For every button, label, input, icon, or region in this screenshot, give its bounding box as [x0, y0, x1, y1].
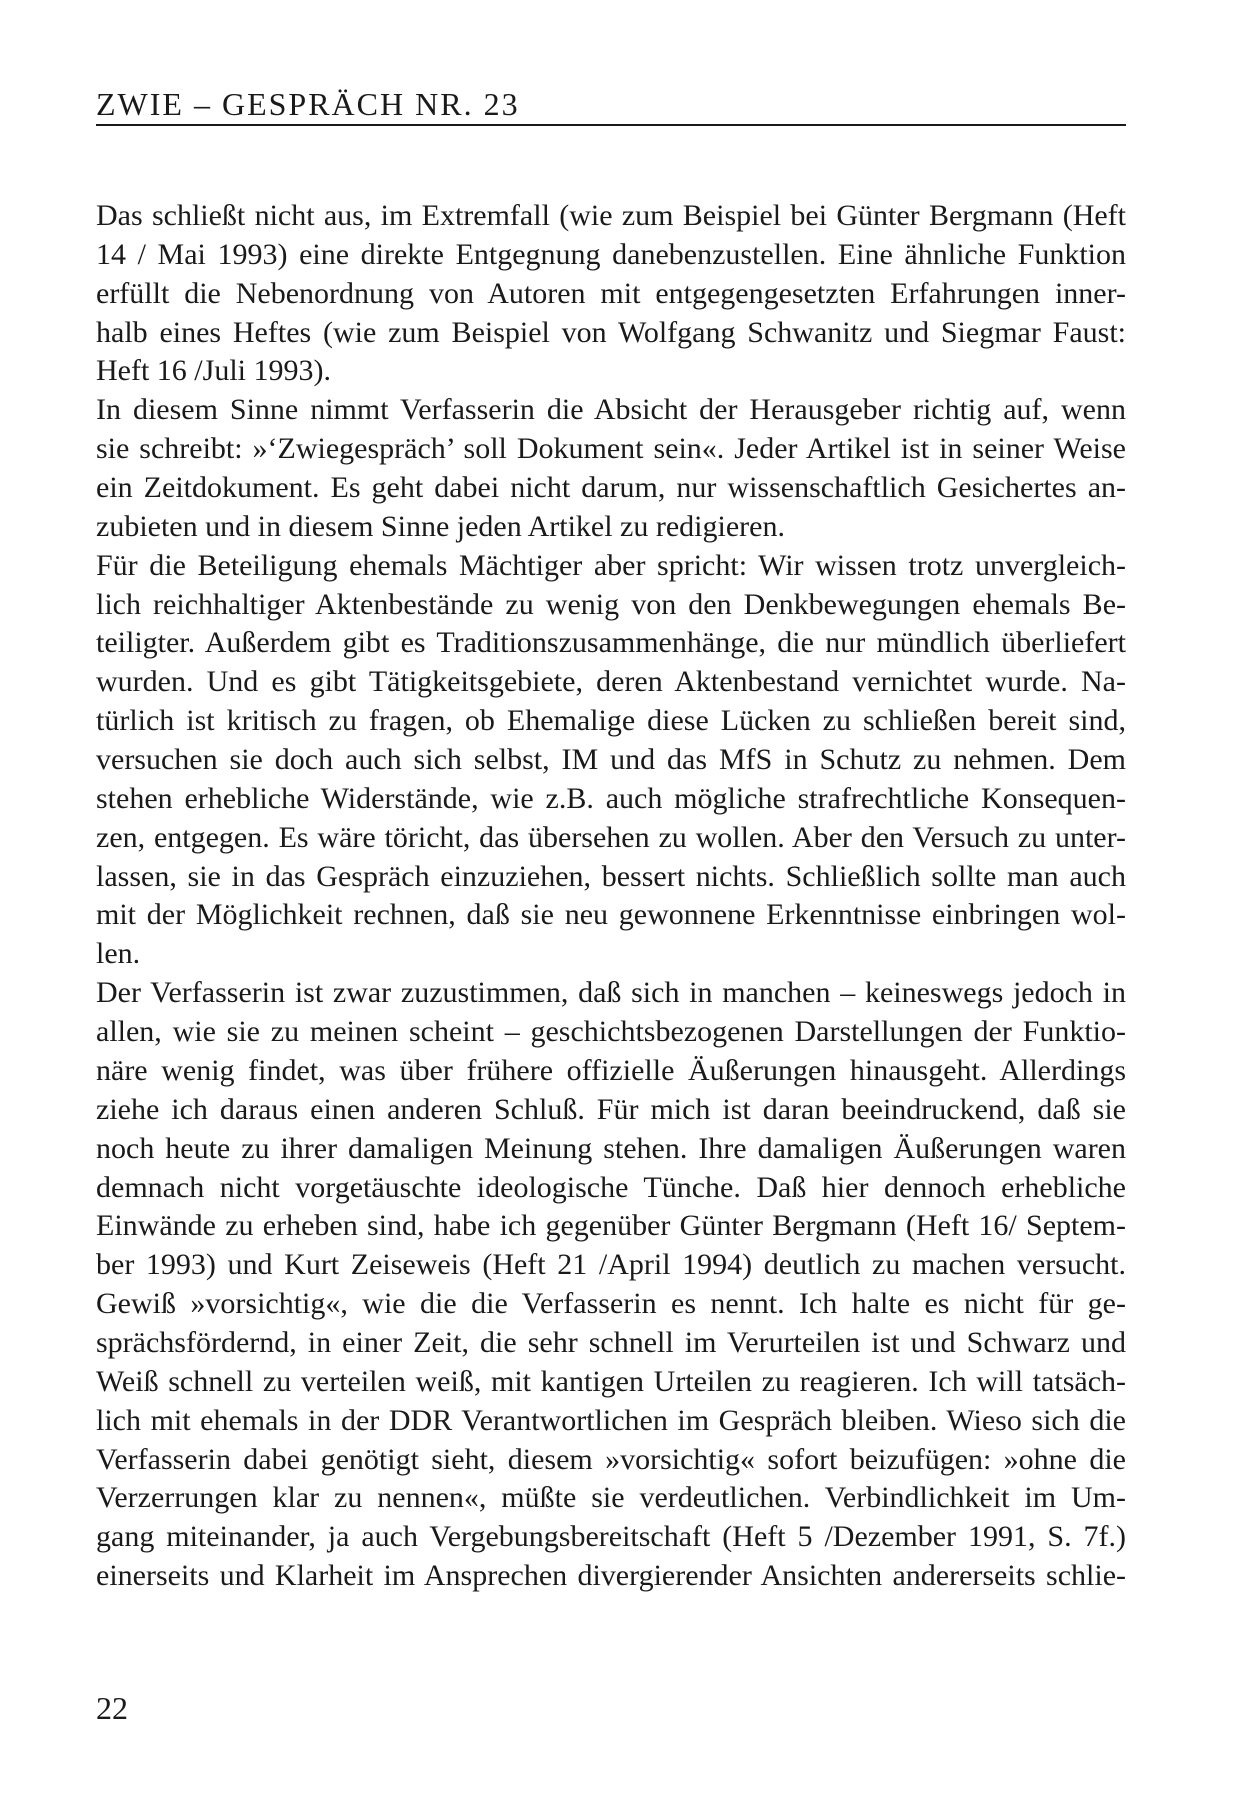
text-line: len.	[96, 937, 141, 970]
text-line: 14 / Mai 1993) eine direkte Entgegnung danebenzustellen. Eine ähnliche Funktion	[96, 238, 1126, 271]
running-head	[96, 84, 1126, 126]
text-line: ein Zeitdokument. Es geht dabei nicht darum, nur wissenschaftlich Gesichertes an-	[96, 471, 1126, 504]
text-line: lassen, sie in das Gespräch einzuziehen, bessert nichts. Schließlich sollte man auch	[96, 860, 1126, 893]
text-line: Weiß schnell zu verteilen weiß, mit kantigen Urteilen zu reagieren. Ich will tatsäch-	[96, 1365, 1126, 1398]
text-line: sie schreibt: »‘Zwiegespräch’ soll Dokument sein«. Jeder Artikel ist in seiner Weise	[96, 432, 1126, 465]
running-head-title: ZWIE – GESPRÄCH NR. 23	[96, 86, 520, 122]
text-line: allen, wie sie zu meinen scheint – geschichtsbezogenen Darstellungen der Funktio-	[96, 1015, 1126, 1048]
text-line: lich mit ehemals in der DDR Verantwortlichen im Gespräch bleiben. Wieso sich die	[96, 1404, 1126, 1437]
text-line: sprächsfördernd, in einer Zeit, die sehr schnell im Verurteilen ist und Schwarz und	[96, 1326, 1126, 1359]
text-line: einerseits und Klarheit im Ansprechen divergierender Ansichten andererseits schlie-	[96, 1559, 1126, 1592]
text-line: noch heute zu ihrer damaligen Meinung stehen. Ihre damaligen Äußerungen waren	[96, 1132, 1126, 1165]
text-line: Gewiß »vorsichtig«, wie die die Verfasserin es nennt. Ich halte es nicht für ge-	[96, 1287, 1126, 1320]
text-line: halb eines Heftes (wie zum Beispiel von Wolfgang Schwanitz und Siegmar Faust:	[96, 316, 1126, 349]
text-line: wurden. Und es gibt Tätigkeitsgebiete, deren Aktenbestand vernichtet wurde. Na-	[96, 665, 1126, 698]
text-line: Das schließt nicht aus, im Extremfall (wie zum Beispiel bei Günter Bergmann (Heft	[96, 199, 1126, 232]
text-line: ber 1993) und Kurt Zeiseweis (Heft 21 /April 1994) deutlich zu machen versucht.	[96, 1248, 1126, 1281]
text-line: zubieten und in diesem Sinne jeden Artikel zu redigieren.	[96, 510, 785, 543]
text-line: In diesem Sinne nimmt Verfasserin die Absicht der Herausgeber richtig auf, wenn	[96, 393, 1126, 426]
page-number: 22	[96, 1690, 128, 1726]
text-line: zen, entgegen. Es wäre töricht, das übersehen zu wollen. Aber den Versuch zu unter-	[96, 821, 1126, 854]
text-line: Der Verfasserin ist zwar zuzustimmen, daß sich in manchen – keineswegs jedoch in	[96, 976, 1126, 1009]
text-line: Für die Beteiligung ehemals Mächtiger aber spricht: Wir wissen trotz unvergleich-	[96, 549, 1126, 582]
text-line: teiligter. Außerdem gibt es Traditionszusammenhänge, die nur mündlich überliefert	[96, 626, 1126, 659]
text-line: Verfasserin dabei genötigt sieht, diesem »vorsichtig« sofort beizufügen: »ohne die	[96, 1443, 1126, 1476]
text-line: gang miteinander, ja auch Vergebungsbereitschaft (Heft 5 /Dezember 1991, S. 7f.)	[96, 1520, 1126, 1553]
text-line: türlich ist kritisch zu fragen, ob Ehemalige diese Lücken zu schließen bereit sind,	[96, 704, 1126, 737]
text-line: Heft 16 /Juli 1993).	[96, 354, 331, 387]
text-line: demnach nicht vorgetäuschte ideologische Tünche. Daß hier dennoch erhebliche	[96, 1171, 1126, 1204]
text-line: ziehe ich daraus einen anderen Schluß. Für mich ist daran beeindruckend, daß sie	[96, 1093, 1126, 1126]
text-line: stehen erhebliche Widerstände, wie z.B. auch mögliche strafrechtliche Konsequen-	[96, 782, 1126, 815]
text-line: erfüllt die Nebenordnung von Autoren mit entgegengesetzten Erfahrungen inner-	[96, 277, 1126, 310]
text-line: näre wenig findet, was über frühere offizielle Äußerungen hinausgeht. Allerdings	[96, 1054, 1126, 1087]
text-line: mit der Möglichkeit rechnen, daß sie neu gewonnene Erkenntnisse einbringen wol-	[96, 898, 1126, 931]
text-line: versuchen sie doch auch sich selbst, IM und das MfS in Schutz zu nehmen. Dem	[96, 743, 1126, 776]
text-line: lich reichhaltiger Aktenbestände zu wenig von den Denkbewegungen ehemals Be-	[96, 588, 1126, 621]
text-line: Verzerrungen klar zu nennen«, müßte sie verdeutlichen. Verbindlichkeit im Um-	[96, 1481, 1126, 1514]
text-line: Einwände zu erheben sind, habe ich gegenüber Günter Bergmann (Heft 16/ Septem-	[96, 1209, 1126, 1242]
